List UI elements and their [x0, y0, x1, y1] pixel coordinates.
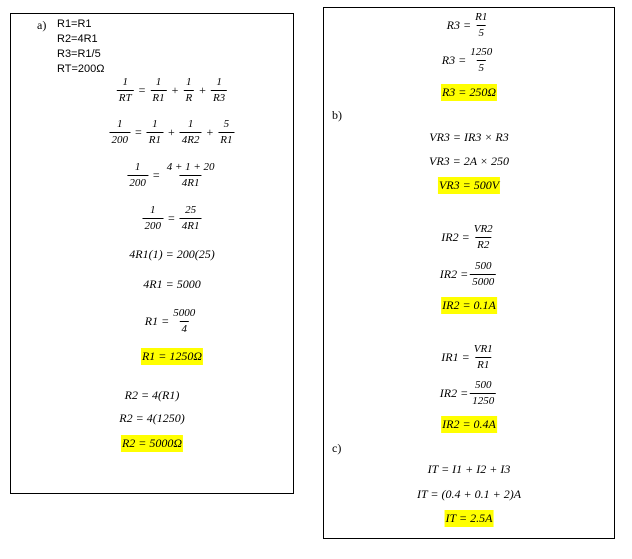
equation-ir1-substituted: IR2 = $\frac{500}{1250}$: [439, 379, 495, 407]
equation-cross-multiply: 4R1(1) = 200(25): [129, 247, 215, 261]
parts-bc-panel: [323, 7, 615, 539]
equation-vr3-substituted: VR3 = 2A × 250: [429, 154, 509, 168]
equation-r2-substituted: R2 = 4(1250): [119, 411, 185, 425]
equation-r2-formula: R2 = 4(R1): [124, 388, 180, 402]
equation-ir2-substituted: IR2 = $\frac{500}{5000}$: [439, 260, 495, 288]
given-values: [57, 17, 104, 77]
r3-result: R3 = 250Ω: [441, 85, 497, 99]
equation-r1-fraction: R1 = $\frac{5000}{4}$: [144, 307, 196, 335]
equation-simplified: $\frac{1}{200}$ = $\frac{25}{4R1}$: [144, 204, 200, 232]
part-b-label: b): [332, 108, 342, 122]
it-result: IT = 2.5A: [445, 511, 493, 525]
part-a-panel: [10, 13, 294, 494]
given-line: RT=200Ω: [57, 63, 105, 75]
equation-r3-substituted: R3 = $\frac{1250}{5}$: [441, 46, 493, 74]
equation-ir2-formula: IR2 = $\frac{VR2}{R2}$: [441, 223, 493, 251]
r2-result: R2 = 5000Ω: [121, 436, 183, 450]
equation-parallel-sum: $\frac{1}{RT}$ = $\frac{1}{R1}$ + $\frac{1}{R}$ + $\frac{1}{R3}$: [118, 76, 226, 104]
equation-total-substituted: IT = (0.4 + 0.1 + 2)A: [416, 487, 522, 501]
equation-combined: $\frac{1}{200}$ = $\frac{4 + 1 + 20}{4R1}$: [129, 161, 215, 189]
ir2-result: IR2 = 0.1A: [442, 298, 496, 312]
given-line: R3=R1/5: [57, 48, 101, 60]
equation-total-current: IT = I1 + I2 + I3: [427, 462, 511, 476]
part-a-label: a): [37, 18, 47, 32]
given-line: R2=4R1: [57, 33, 98, 45]
equation-substituted: $\frac{1}{200}$ = $\frac{1}{R1}$ + $\frac{1}{4R2}$ + $\frac{5}{R1}$: [111, 118, 233, 146]
equation-vr3-formula: VR3 = IR3 × R3: [429, 130, 509, 144]
equation-r3-formula: R3 = $\frac{R1}{5}$: [446, 11, 488, 39]
part-c-label: c): [332, 441, 342, 455]
equation-ir1-formula: IR1 = $\frac{VR1}{R1}$: [441, 343, 493, 371]
ir1-result: IR2 = 0.4A: [442, 417, 496, 431]
equation-product: 4R1 = 5000: [143, 277, 201, 291]
given-line: R1=R1: [57, 18, 92, 30]
vr3-result: VR3 = 500V: [438, 178, 500, 192]
r1-result: R1 = 1250Ω: [141, 349, 203, 363]
